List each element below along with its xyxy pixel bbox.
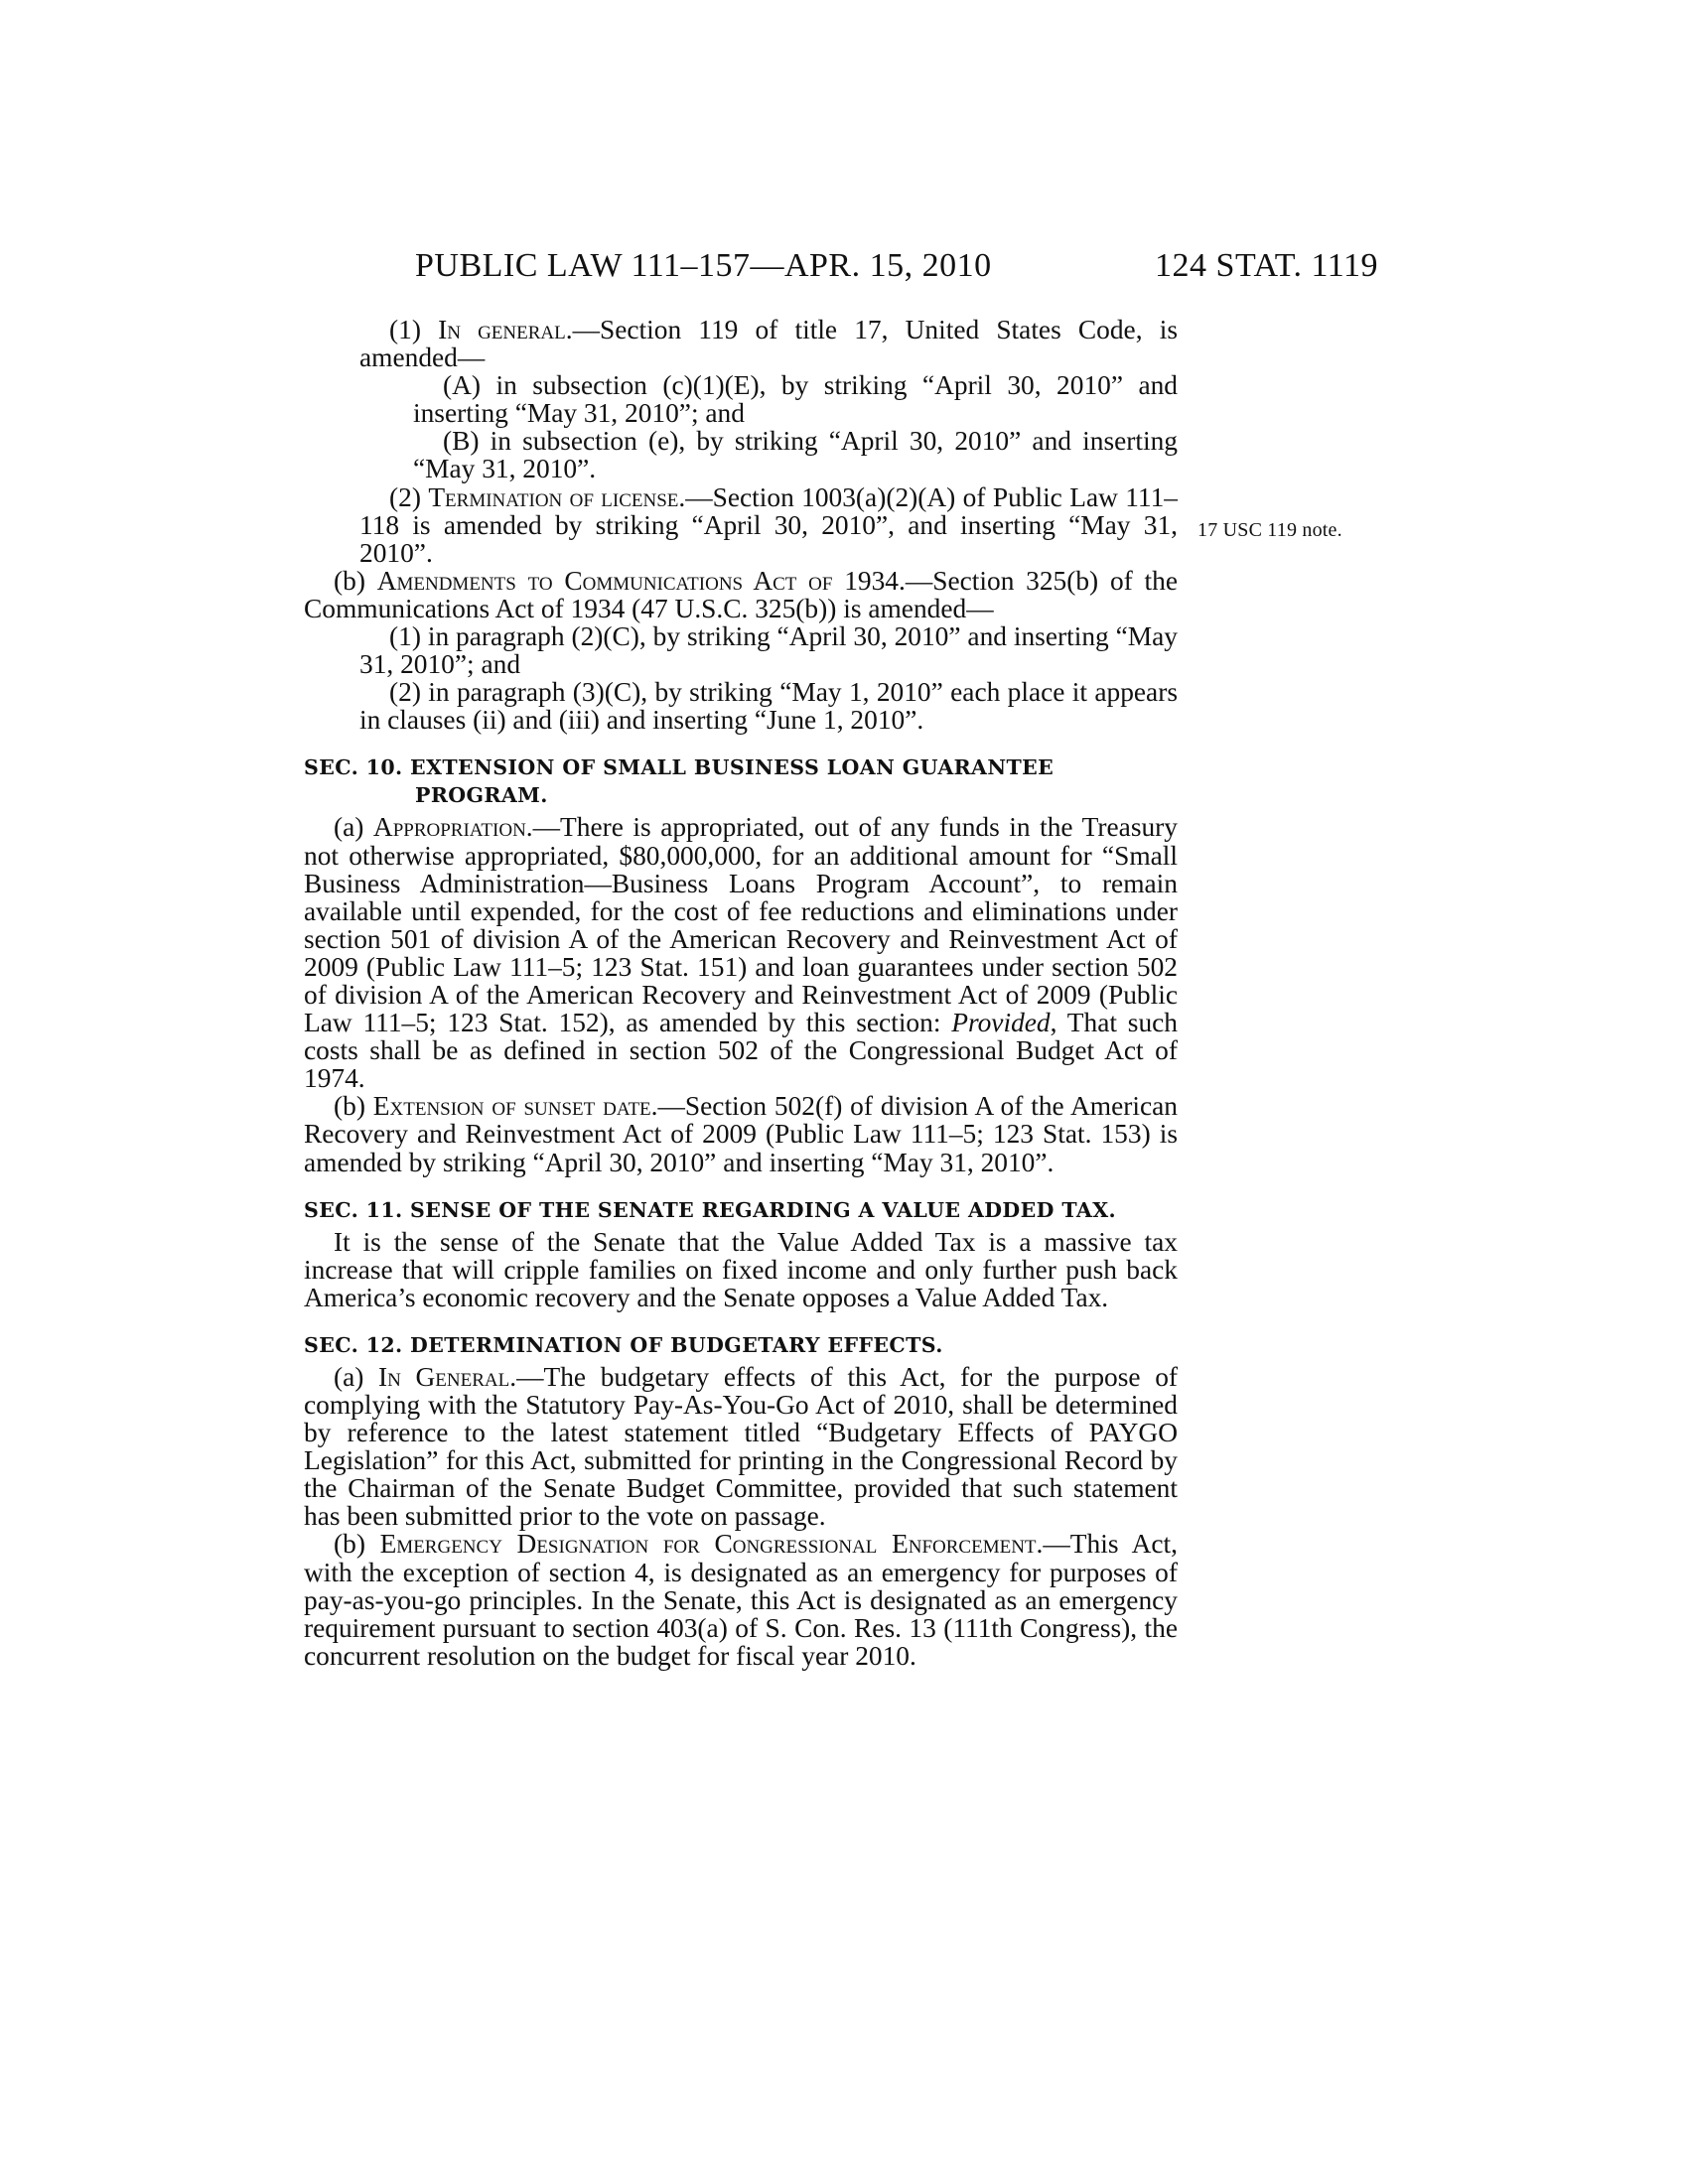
subsection-heading: Amendments to Communications Act of 1934: [376, 565, 899, 596]
subsection-number: (b): [334, 1529, 380, 1560]
sec10-heading: SEC. 10. EXTENSION OF SMALL BUSINESS LOAN GUARANTEE PROGRAM.: [304, 755, 1055, 808]
running-head-stat: 124 STAT. 1119: [1155, 247, 1378, 284]
proviso-italic: Provided: [951, 1008, 1051, 1038]
subsection-heading: Extension of sunset date: [372, 1091, 651, 1122]
subsection-heading: Emergency Designation for Congressional Enforcement: [379, 1529, 1037, 1560]
sec9-subparagraph-a1B: (B) in subsection (e), by striking “April 30, 2010” and inserting “May 31, 2010”.: [413, 426, 1178, 484]
sec9-subparagraph-a1A: (A) in subsection (c)(1)(E), by striking “April 30, 2010” and inserting “May 31, 2010”; and: [413, 370, 1178, 429]
sec9-paragraph-b2: (2) in paragraph (3)(C), by striking “May 1, 2010” each place it appears in clauses (ii) and (iii) and inserting “June 1, 2010”.: [359, 677, 1178, 736]
sec9-subsection-b: [304, 567, 1178, 622]
sec12-heading: SEC. 12. DETERMINATION OF BUDGETARY EFFECTS.: [304, 1332, 943, 1357]
paragraph-number: (1): [389, 315, 439, 344]
running-head-law: PUBLIC LAW 111–157—APR. 15, 2010: [415, 247, 992, 284]
paragraph-heading: In general: [438, 315, 566, 344]
sec9-paragraph-a1: [304, 316, 1178, 371]
subsection-text: .—The budgetary effects of this Act, for the purpose of complying with the Statutory Pay-As-You-Go Act of 2010, shall be determined by reference to the latest statement titled “Budgetary Effects of PAYGO Legislation” for this Act, submitted for printing in the Congressional Record by the Chairman of the Senate Budget Committee, provided that such statement has been submitted prior to the vote on passage.: [304, 1361, 1179, 1532]
subsection-text-cont: , That such costs shall be as defined in section 502 of the Congressional Budget Act of 1974.: [304, 1008, 1178, 1094]
sec10-subsection-b: [304, 1092, 1178, 1175]
subsection-text: .—This Act, with the exception of section 4, is designated as an emergency for purposes of pay-as-you-go principles. In the Senate, this Act is designated as an emergency requirement pursuant to section 403(a) of S. Con. Res. 13 (111th Congress), the concurrent resolution on the budget for fiscal year 2010.: [304, 1529, 1178, 1671]
margin-note: 17 USC 119 note.: [1197, 519, 1342, 541]
sec9-paragraph-a2: [304, 483, 1178, 567]
subsection-text: .—Section 502(f) of division A of the American Recovery and Reinvestment Act of 2009 (Public Law 111–5; 123 Stat. 153) is amended by striking “April 30, 2010” and inserting “May 31, 2010”.: [304, 1091, 1178, 1177]
subsection-number: (a): [334, 1361, 379, 1392]
sec10-subsection-a: [304, 813, 1178, 1092]
subsection-heading: Appropriation: [372, 812, 526, 843]
paragraph-heading: Termination of license: [428, 481, 679, 512]
paragraph-text: .—Section 119 of title 17, United States Code, is amended—: [359, 315, 1178, 373]
subsection-number: (b): [334, 1091, 373, 1122]
document-body: [304, 316, 1178, 1670]
sec9-paragraph-b1: (1) in paragraph (2)(C), by striking “April 30, 2010” and inserting “May 31, 2010”; and: [359, 621, 1178, 680]
subsection-text: .—There is appropriated, out of any funds in the Treasury not otherwise appropriated, $80,000,000, for an additional amount for “Small Business Administration—Business Loans Program Account”, to remain available until expended, for the cost of fee reductions and eliminations under section 501 of division A of the American Recovery and Reinvestment Act of 2009 (Public Law 111–5; 123 Stat. 151) and loan guarantees under section 502 of division A of the American Recovery and Reinvestment Act of 2009 (Public Law 111–5; 123 Stat. 152), as amended by this section:: [304, 812, 1178, 1038]
subsection-heading: In General: [378, 1361, 510, 1392]
subsection-number: (b): [334, 565, 377, 596]
paragraph-text: .—Section 1003(a)(2)(A) of Public Law 111–118 is amended by striking “April 30, 2010”, and inserting “May 31, 2010”.: [359, 481, 1178, 568]
sec11-heading: SEC. 11. SENSE OF THE SENATE REGARDING A VALUE ADDED TAX.: [304, 1197, 1117, 1222]
sec12-subsection-b: [304, 1530, 1178, 1669]
subsection-text: .—Section 325(b) of the Communications Act of 1934 (47 U.S.C. 325(b)) is amended—: [304, 565, 1178, 623]
paragraph-number: (2): [389, 481, 429, 512]
sec12-subsection-a: [304, 1363, 1178, 1531]
sec11-text: It is the sense of the Senate that the Value Added Tax is a massive tax increase that will cripple families on fixed income and only further push back America’s economic recovery and the Senate opposes a Value Added Tax.: [304, 1226, 1178, 1312]
subsection-number: (a): [334, 812, 373, 843]
